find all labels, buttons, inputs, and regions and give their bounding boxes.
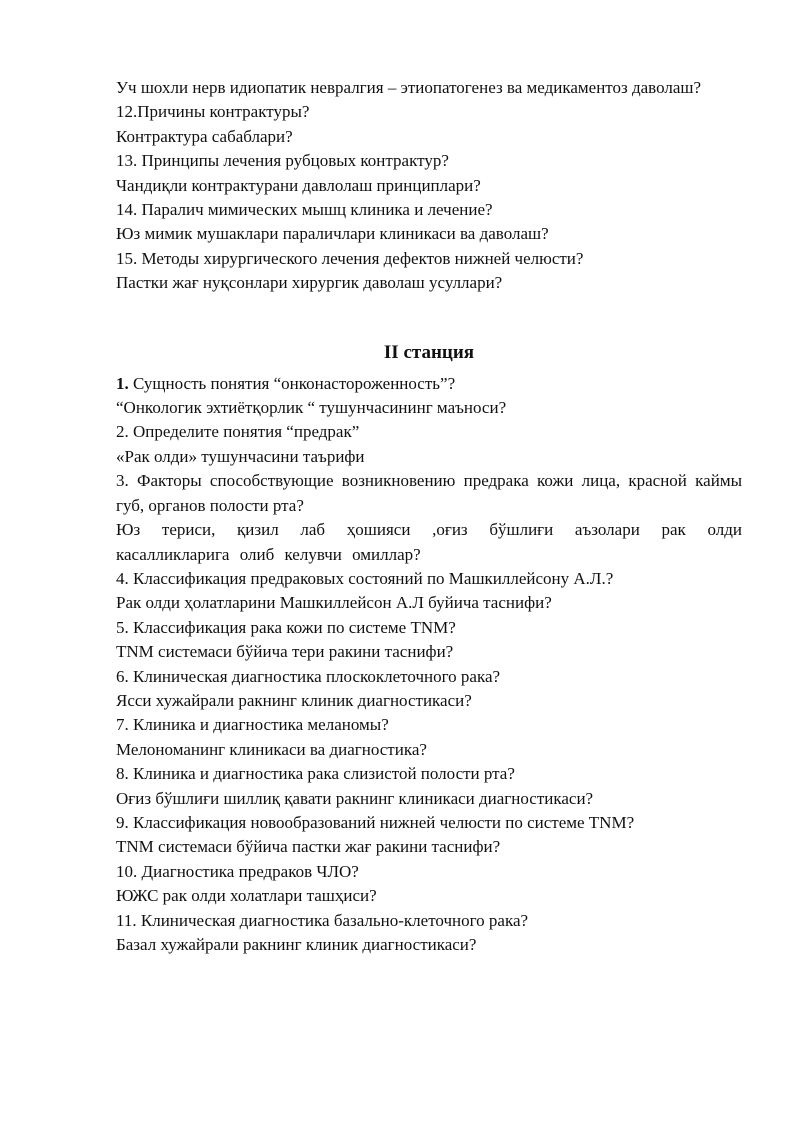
question-line: “Онкологик эхтиётқорлик “ тушунчасининг маъноси?	[116, 398, 507, 418]
question-line: Юз мимик мушаклари параличлари клиникаси ва даволаш?	[116, 224, 549, 244]
question-line: Ясси хужайрали ракнинг клиник диагностикаси?	[116, 690, 472, 710]
question-line: 8. Клиника и диагностика рака слизистой полости рта?	[116, 764, 515, 784]
question-line: 7. Клиника и диагностика меланомы?	[116, 715, 389, 735]
question-line: ЮЖС рак олди холатлари ташҳиси?	[116, 886, 377, 906]
question-line: Чандиқли контрактурани давлолаш принциплари?	[116, 175, 481, 195]
question-line: Уч шохли нерв идиопатик невралгия – этиопатогенез ва медикаментоз даволаш?	[116, 78, 702, 97]
question-line: Базал хужайрали ракнинг клиник диагностикаси?	[116, 935, 477, 954]
question-line	[116, 372, 742, 396]
question-line: 11. Клиническая диагностика базально-клеточного рака?	[116, 910, 529, 930]
question-line: TNM системаси бўйича пастки жағ ракини таснифи?	[116, 837, 501, 857]
question-line: 9. Классификация новообразований нижней челюсти по системе TNM?	[116, 812, 635, 832]
question-line: 3. Факторы способствующие возникновению предрака кожи лица, красной каймы губ, органов полости рта?	[116, 471, 742, 515]
question-line: Рак олди ҳолатларини Машкиллейсон А.Л буйича таснифи?	[116, 593, 552, 613]
question-line: 10. Диагностика предраков ЧЛО?	[116, 861, 359, 881]
question-line: 2. Определите понятия “предрак”	[116, 422, 360, 442]
question-line: Мелономанинг клиникаси ва диагностика?	[116, 739, 427, 759]
question-line: 6. Клиническая диагностика плоскоклеточного рака?	[116, 666, 501, 686]
question-number: 1.	[116, 373, 129, 393]
question-line: «Рак олди» тушунчасини таърифи	[116, 446, 365, 466]
question-line: 13. Принципы лечения рубцовых контрактур?	[116, 151, 449, 171]
question-line: 5. Классификация рака кожи по системе TNM?	[116, 617, 456, 637]
section-title: II станция	[383, 341, 475, 363]
question-line: 12.Причины контрактуры?	[116, 102, 310, 122]
question-line: 15. Методы хирургического лечения дефектов нижней челюсти?	[116, 248, 584, 268]
question-line: Пастки жағ нуқсонлари хирургик даволаш усуллари?	[116, 273, 503, 293]
question-line: Оғиз бўшлиғи шиллиқ қавати ракнинг клиникаси диагностикаси?	[116, 788, 594, 808]
document-page	[116, 76, 742, 957]
question-text: Сущность понятия “онконастороженность”?	[128, 373, 456, 393]
question-line: 4. Классификация предраковых состояний по Машкиллейсону А.Л.?	[116, 568, 614, 588]
question-line: Контрактура сабаблари?	[116, 126, 293, 146]
question-line: TNM системаси бўйича тери ракини таснифи?	[116, 642, 454, 662]
question-line: Юз териси, қизил лаб ҳошияси ,оғиз бўшлиғи аъзолари рак олди касалликларига олиб келувчи омиллар?	[116, 520, 742, 564]
question-line: 14. Паралич мимических мышц клиника и лечение?	[116, 200, 493, 220]
